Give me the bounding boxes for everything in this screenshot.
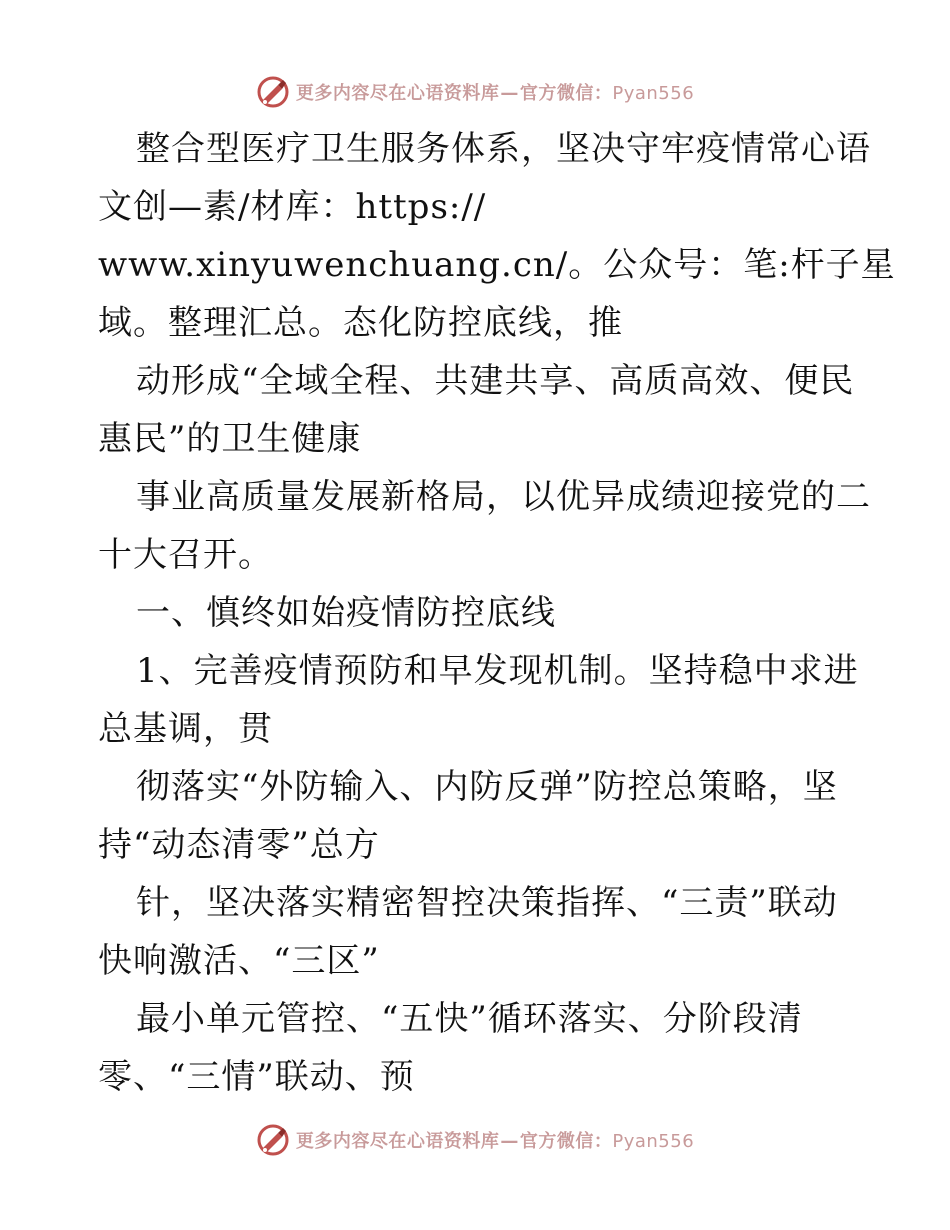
pen-logo-icon [256, 1123, 290, 1157]
text-line [98, 236, 896, 294]
text-line: 针，坚决落实精密智控决策指挥、“三责”联动 [136, 883, 838, 923]
text-fragment: www.xinyuwenchuang.cn/。公众号：笔:杆子星 [98, 245, 896, 285]
footer-banner-dash: — [500, 1131, 519, 1152]
section-heading: 一、慎终如始疫情防控底线 [136, 593, 556, 633]
header-banner-text [296, 79, 694, 105]
text-line: 1、完善疫情预防和早发现机制。坚持稳中求进 [136, 651, 859, 691]
text-line: 快响激活、“三区” [98, 941, 380, 981]
text-line: 彻落实“外防输入、内防反弹”防控总策略，坚 [136, 767, 838, 807]
text-line: 域。整理汇总。态化防控底线，推 [98, 303, 623, 343]
header-banner [0, 72, 950, 112]
text-line: 动形成“全域全程、共建共享、高质高效、便民 [136, 361, 855, 401]
header-banner-part2: 官方微信： [519, 83, 613, 104]
text-line: 总基调，贯 [98, 709, 273, 749]
header-banner-part1: 更多内容尽在心语资料库 [295, 83, 500, 104]
text-line: 惠民”的卫生健康 [98, 419, 362, 459]
header-banner-dash: — [500, 83, 519, 104]
text-line: 事业高质量发展新格局，以优异成绩迎接党的二 [136, 477, 871, 517]
footer-banner [0, 1120, 950, 1160]
footer-banner-part1: 更多内容尽在心语资料库 [295, 1131, 500, 1152]
pen-logo-icon [256, 75, 290, 109]
text-fragment: 文创—素/材库：https:// [98, 187, 487, 227]
text-line: 十大召开。 [98, 535, 273, 575]
footer-banner-part2: 官方微信： [519, 1131, 613, 1152]
text-line: 整合型医疗卫生服务体系，坚决守牢疫情常心语 [136, 129, 871, 169]
text-line: 零、“三情”联动、预 [98, 1057, 415, 1097]
text-line: 最小单元管控、“五快”循环落实、分阶段清 [136, 999, 803, 1039]
footer-banner-text [296, 1127, 694, 1153]
footer-banner-part3: Pyan556 [612, 1131, 695, 1152]
text-line [98, 178, 858, 236]
text-line: 持“动态清零”总方 [98, 825, 380, 865]
header-banner-part3: Pyan556 [612, 83, 695, 104]
document-body [98, 120, 896, 1106]
